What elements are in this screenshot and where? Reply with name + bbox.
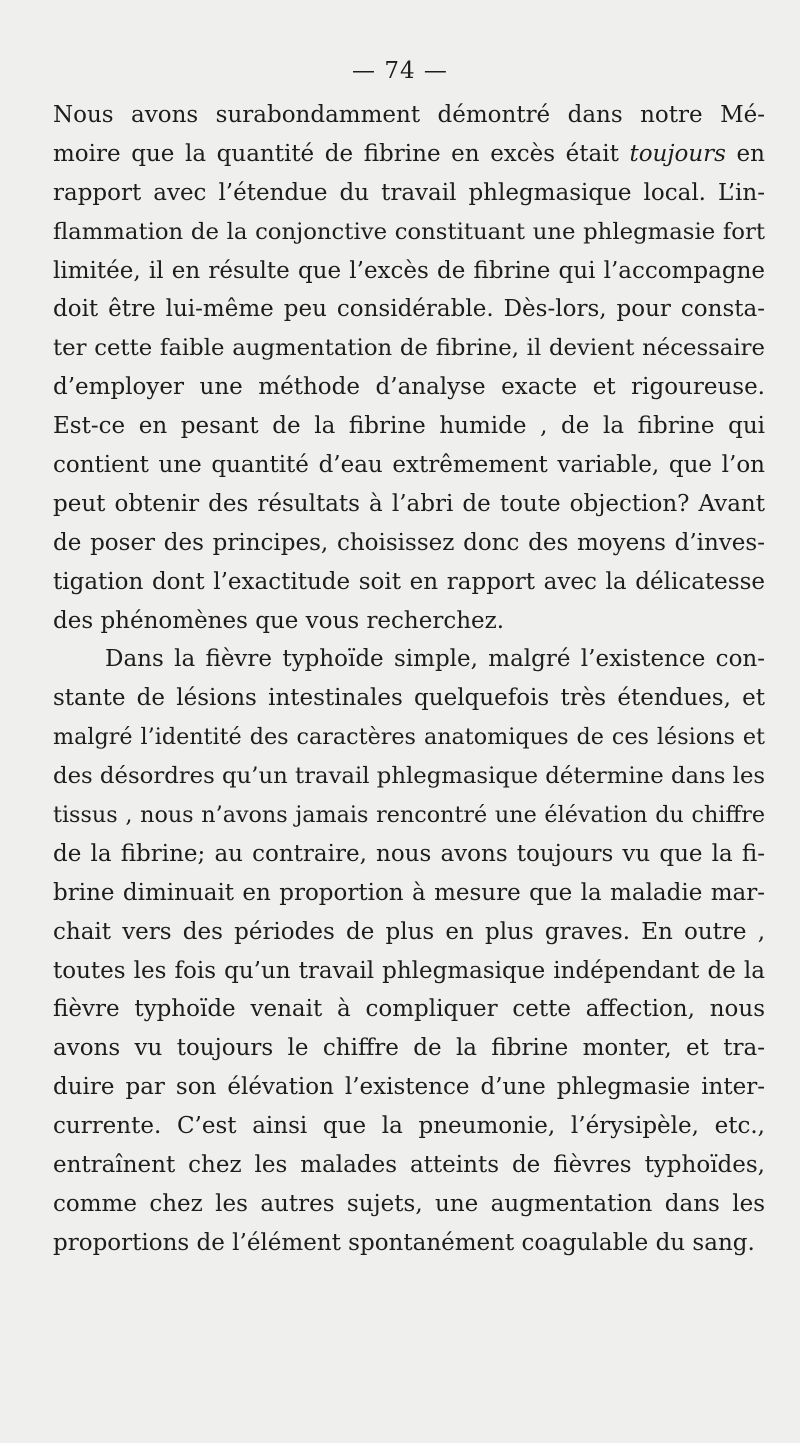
- text-line-end: en: [725, 140, 765, 167]
- text-line: contient une quantité d’eau extrêmement variable, que l’on: [53, 452, 765, 479]
- text-line: rapport avec l’étendue du travail phlegmasique local. L’in-: [53, 179, 765, 206]
- text-line: comme chez les autres sujets, une augmentation dans les: [53, 1190, 765, 1217]
- text-line: limitée, il en résulte que l’excès de fibrine qui l’accompagne: [53, 257, 765, 284]
- text-line: avons vu toujours le chiffre de la fibrine monter, et tra-: [53, 1035, 765, 1062]
- text-line-start: moire que la quantité de fibrine en excès était: [53, 140, 619, 167]
- text-line: des phénomènes que vous recherchez.: [53, 607, 505, 634]
- text-line: entraînent chez les malades atteints de fièvres typhoïdes,: [53, 1152, 765, 1179]
- text-line: chait vers des périodes de plus en plus graves. En outre ,: [53, 918, 765, 945]
- text-line: Dans la fièvre typhoïde simple, malgré l’existence con-: [105, 646, 765, 673]
- body-text: [53, 96, 765, 1263]
- text-line: peut obtenir des résultats à l’abri de toute objection? Avant: [53, 490, 765, 517]
- text-line: flammation de la conjonctive constituant une phlegmasie fort: [53, 218, 765, 245]
- text-line: proportions de l’élément spontanément coagulable du sang.: [53, 1229, 755, 1256]
- text-line: brine diminuait en proportion à mesure que la maladie mar-: [53, 879, 765, 906]
- text-line: doit être lui-même peu considérable. Dès-lors, pour consta-: [53, 296, 765, 323]
- text-line: tigation dont l’exactitude soit en rapport avec la délicatesse: [53, 568, 765, 595]
- text-line-with-emphasis: [53, 135, 765, 174]
- text-line: currente. C’est ainsi que la pneumonie, l’érysipèle, etc.,: [53, 1113, 765, 1140]
- text-line: fièvre typhoïde venait à compliquer cette affection, nous: [53, 996, 765, 1023]
- text-line: malgré l’identité des caractères anatomiques de ces lésions et: [53, 724, 765, 751]
- text-line: tissus , nous n’avons jamais rencontré une élévation du chiffre: [53, 802, 765, 829]
- text-line: stante de lésions intestinales quelquefois très étendues, et: [53, 685, 765, 712]
- text-line: Est-ce en pesant de la fibrine humide , de la fibrine qui: [53, 413, 765, 440]
- emphasized-word: toujours: [629, 140, 726, 167]
- text-line: ter cette faible augmentation de fibrine, il devient nécessaire: [53, 335, 765, 362]
- text-line: duire par son élévation l’existence d’une phlegmasie inter-: [53, 1074, 765, 1101]
- page-number: — 74 —: [352, 58, 448, 84]
- paragraph-1: [53, 96, 765, 640]
- text-line: toutes les fois qu’un travail phlegmasique indépendant de la: [53, 957, 765, 984]
- paragraph-2: [53, 640, 765, 1262]
- text-line: de poser des principes, choisissez donc des moyens d’inves-: [53, 529, 765, 556]
- text-line: des désordres qu’un travail phlegmasique détermine dans les: [53, 763, 766, 790]
- text-line: Nous avons surabondamment démontré dans notre Mé-: [53, 102, 765, 128]
- text-line: de la fibrine; au contraire, nous avons toujours vu que la fi-: [53, 840, 765, 867]
- text-line: d’employer une méthode d’analyse exacte et rigoureuse.: [53, 374, 765, 401]
